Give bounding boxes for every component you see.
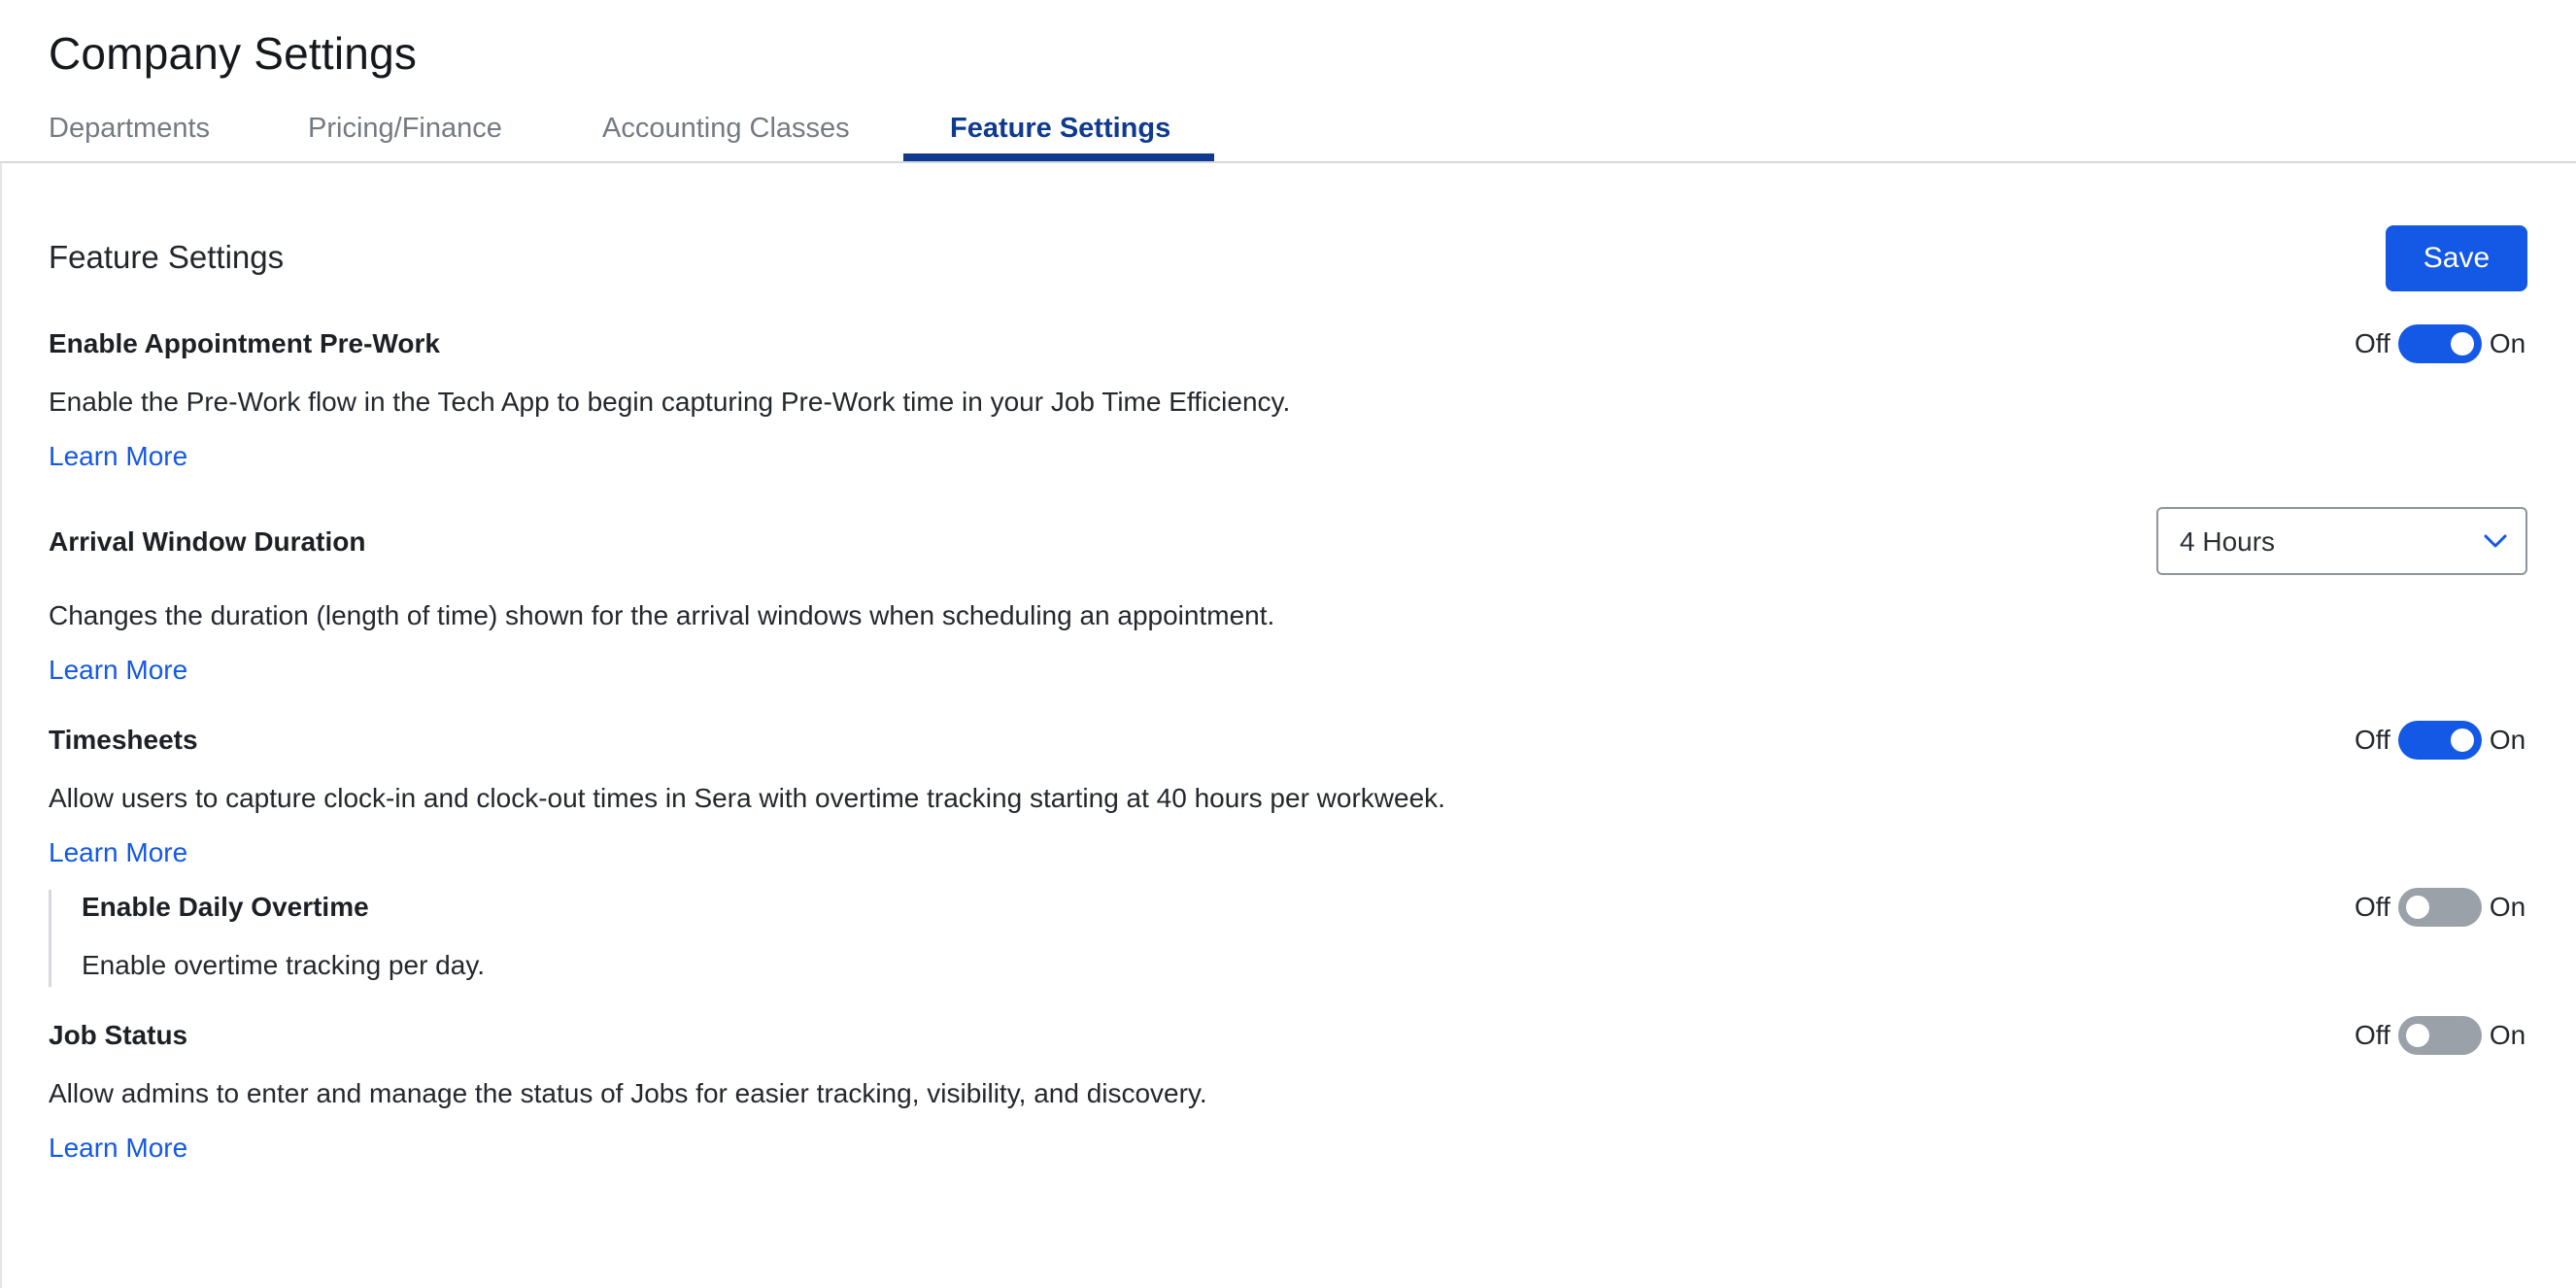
toggle-off-label: Off	[2355, 892, 2390, 922]
daily-overtime-title: Enable Daily Overtime	[82, 892, 369, 922]
timesheets-toggle-group	[2355, 719, 2525, 762]
toggle-on-label: On	[2489, 1020, 2526, 1050]
prework-toggle[interactable]	[2398, 324, 2482, 363]
prework-description: Enable the Pre-Work flow in the Tech App to begin capturing Pre-Work time in your Job Time Efficiency.	[49, 387, 1291, 417]
prework-title: Enable Appointment Pre-Work	[49, 328, 440, 358]
chevron-down-icon	[2481, 526, 2510, 556]
tab-bar	[0, 97, 2576, 163]
save-button[interactable]: Save	[2386, 225, 2527, 291]
timesheets-toggle[interactable]	[2398, 721, 2482, 760]
toggle-off-label: Off	[2355, 725, 2390, 755]
job-status-description: Allow admins to enter and manage the status of Jobs for easier tracking, visibility, and discovery.	[49, 1078, 1207, 1108]
tab-feature-settings[interactable]: Feature Settings	[950, 113, 1171, 144]
toggle-knob	[2451, 729, 2474, 752]
toggle-on-label: On	[2489, 725, 2526, 755]
toggle-knob	[2451, 332, 2474, 356]
job-status-toggle[interactable]	[2398, 1016, 2482, 1055]
arrival-window-selected-value: 4 Hours	[2180, 526, 2276, 557]
toggle-knob	[2406, 896, 2429, 919]
active-tab-indicator	[903, 153, 1214, 161]
arrival-window-learn-more-link[interactable]: Learn More	[49, 655, 188, 685]
job-status-learn-more-link[interactable]: Learn More	[49, 1133, 188, 1163]
toggle-knob	[2406, 1024, 2429, 1047]
daily-overtime-toggle-group	[2355, 886, 2525, 929]
arrival-window-description: Changes the duration (length of time) shown for the arrival windows when scheduling an appointment.	[49, 600, 1275, 630]
timesheets-description: Allow users to capture clock-in and clock-out times in Sera with overtime tracking starting at 40 hours per workweek.	[49, 783, 1445, 813]
tab-departments[interactable]: Departments	[49, 113, 211, 144]
timesheets-learn-more-link[interactable]: Learn More	[49, 837, 188, 867]
tab-pricing-finance[interactable]: Pricing/Finance	[308, 113, 502, 144]
toggle-off-label: Off	[2355, 1020, 2390, 1050]
daily-overtime-description: Enable overtime tracking per day.	[82, 950, 486, 980]
prework-learn-more-link[interactable]: Learn More	[49, 441, 188, 471]
page-title: Company Settings	[49, 28, 418, 79]
toggle-on-label: On	[2489, 328, 2526, 358]
prework-toggle-group	[2355, 322, 2525, 365]
toggle-off-label: Off	[2355, 328, 2390, 358]
toggle-on-label: On	[2489, 892, 2526, 922]
page-left-border	[0, 161, 2, 1288]
job-status-title: Job Status	[49, 1020, 188, 1050]
nested-setting-rule	[49, 890, 51, 987]
daily-overtime-toggle[interactable]	[2398, 888, 2482, 927]
job-status-toggle-group	[2355, 1014, 2525, 1057]
arrival-window-title: Arrival Window Duration	[49, 526, 366, 557]
arrival-window-select[interactable]	[2156, 507, 2527, 575]
timesheets-title: Timesheets	[49, 725, 198, 755]
tab-accounting-classes[interactable]: Accounting Classes	[602, 113, 850, 144]
section-heading: Feature Settings	[49, 239, 285, 275]
